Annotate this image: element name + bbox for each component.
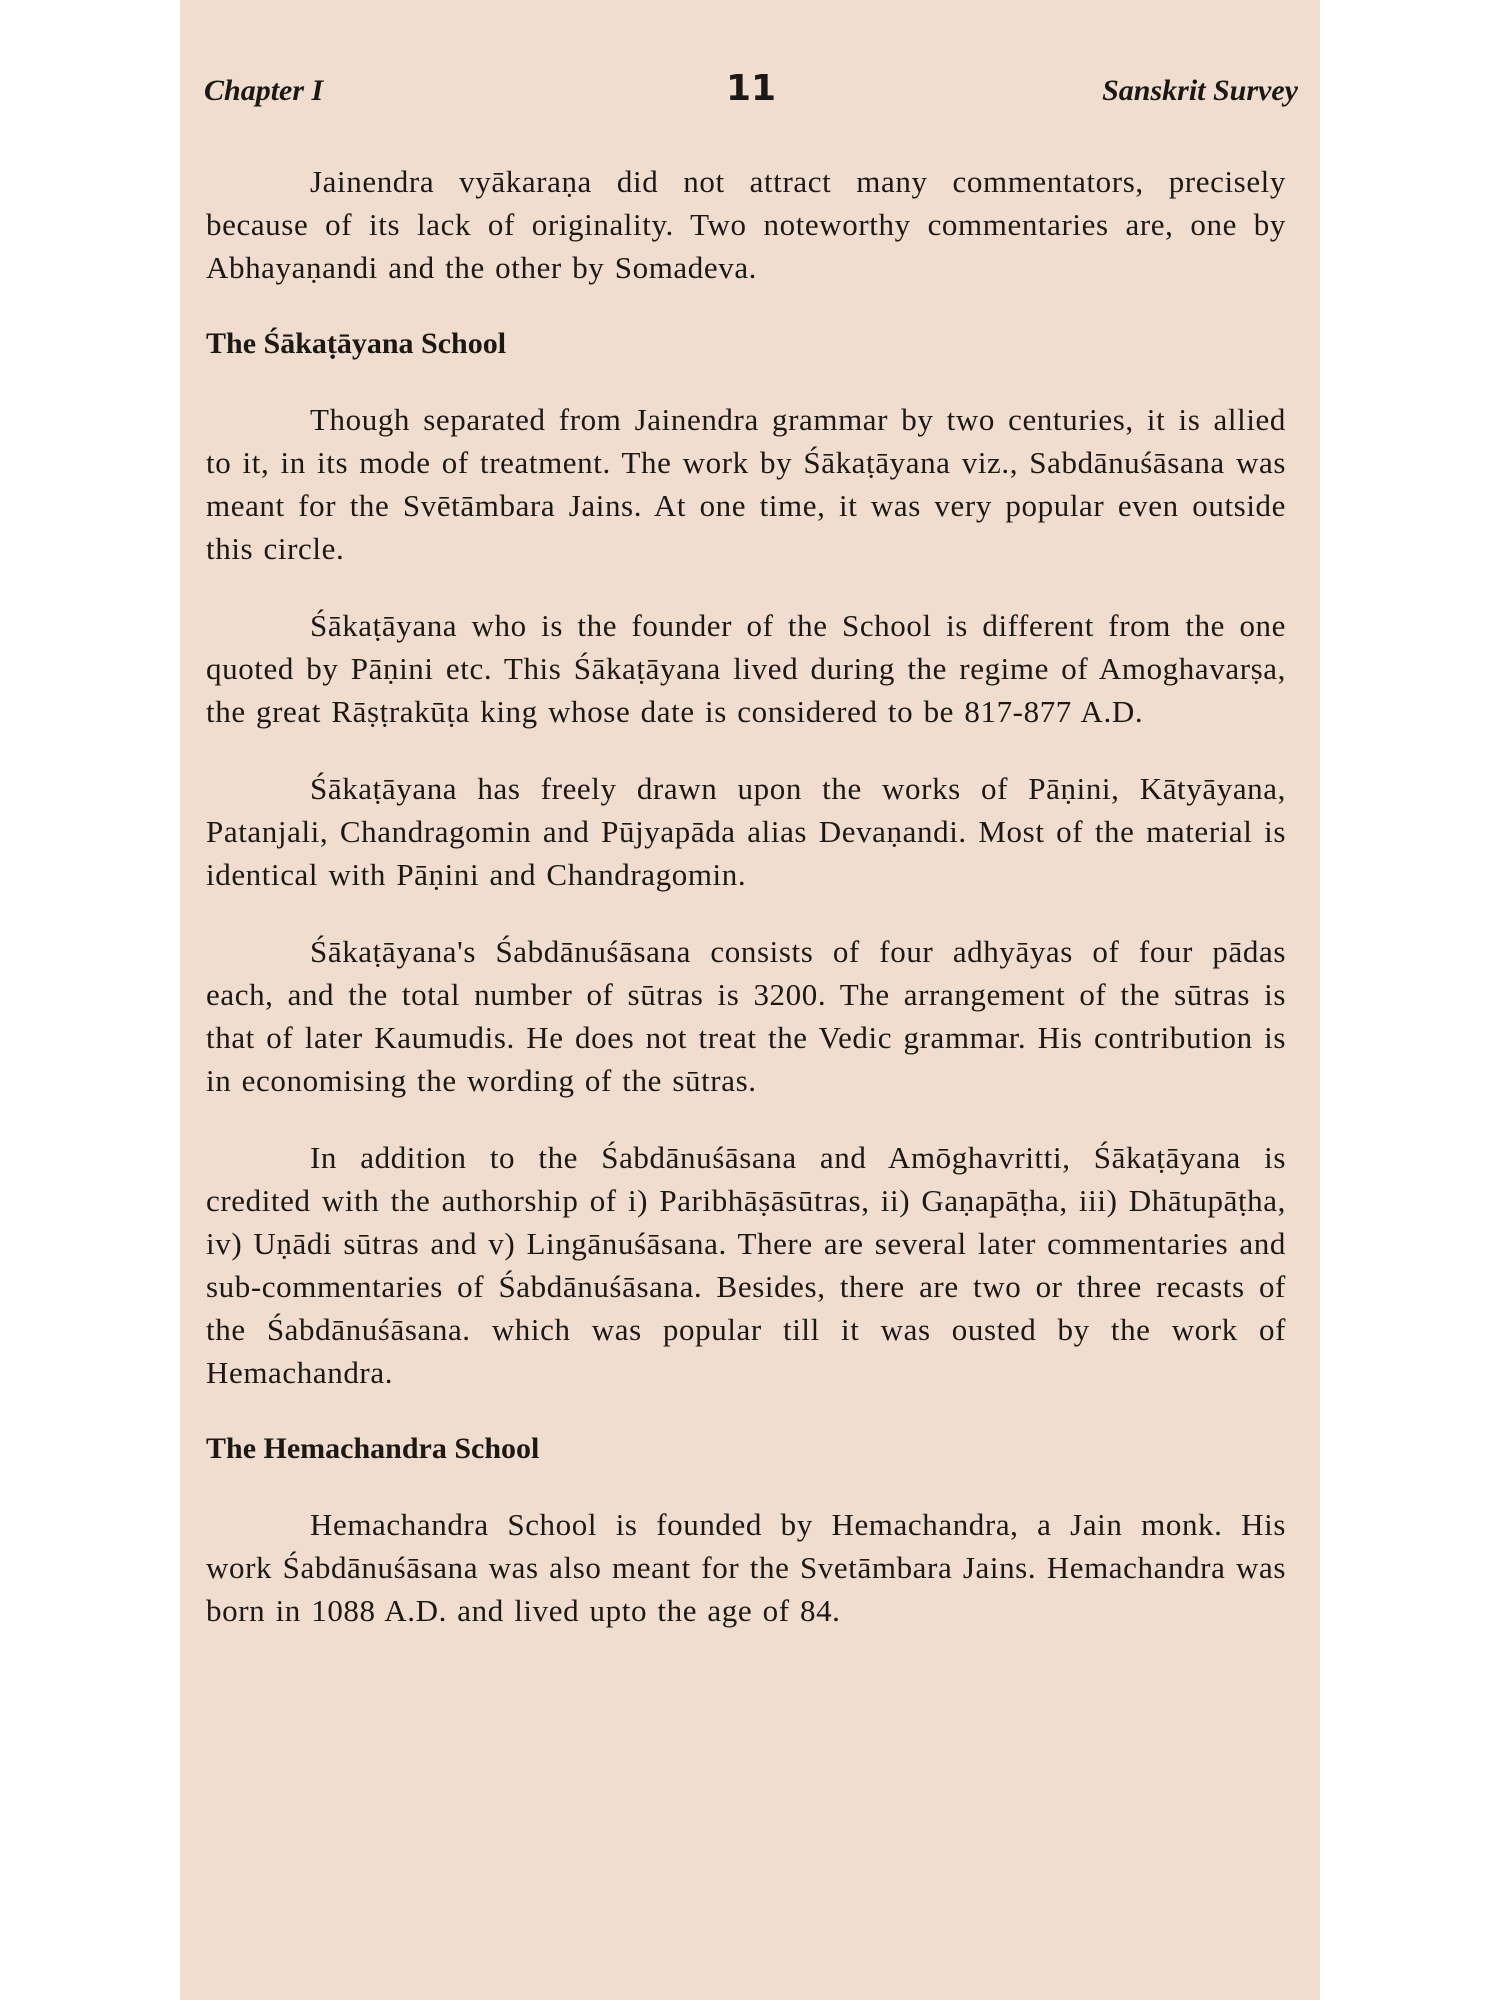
paragraph-hemachandra: Hemachandra School is founded by Hemachandra, a Jain monk. His work Śabdānuśāsana was also meant for the Svetāmbara Jains. Hemachandra was born in 1088 A.D. and lived upto the age of 84.: [206, 1507, 1286, 1628]
paragraph-sakatayana-sources: Śākaṭāyana has freely drawn upon the works of Pāṇini, Kātyāyana, Patanjali, Chandragomin and Pūjyapāda alias Devaṇandi. Most of the material is identical with Pāṇini and Chandragomin.: [206, 771, 1286, 892]
book-title: Sanskrit Survey: [1102, 74, 1298, 107]
paragraph-jainendra: Jainendra vyākaraṇa did not attract many commentators, precisely because of its lack of originality. Two noteworthy commentaries are, one by Abhayaṇandi and the other by Somadeva.: [206, 164, 1286, 285]
page-number: 11: [725, 68, 777, 109]
heading-sakatayana-school: The Śākaṭāyana School: [206, 327, 507, 360]
page-header: [204, 68, 1298, 118]
paragraph-sakatayana-works: In addition to the Śabdānuśāsana and Amōghavritti, Śākaṭāyana is credited with the authorship of i) Paribhāṣāsūtras, ii) Gaṇapāṭha, iii) Dhātupāṭha, iv) Uṇādi sūtras and v) Lingānuśāsana. There are several later commentaries and sub-commentaries of Śabdānuśāsana. Besides, there are two or three recasts of the Śabdānuśāsana. which was popular till it was ousted by the work of Hemachandra.: [206, 1140, 1286, 1390]
paragraph-sakatayana-intro: Though separated from Jainendra grammar by two centuries, it is allied to it, in its mode of treatment. The work by Śākaṭāyana viz., Sabdānuśāsana was meant for the Svētāmbara Jains. At one time, it was very popular even outside this circle.: [206, 402, 1286, 566]
book-page: [180, 0, 1320, 2000]
paragraph-sakatayana-founder: Śākaṭāyana who is the founder of the School is different from the one quoted by Pāṇini etc. This Śākaṭāyana lived during the regime of Amoghavarṣa, the great Rāṣṭrakūṭa king whose date is considered to be 817-877 A.D.: [206, 608, 1286, 729]
heading-hemachandra-school: The Hemachandra School: [206, 1432, 540, 1465]
chapter-label: Chapter I: [204, 74, 324, 107]
page-body: [206, 160, 1286, 1632]
paragraph-sabdanusasana: Śākaṭāyana's Śabdānuśāsana consists of four adhyāyas of four pādas each, and the total number of sūtras is 3200. The arrangement of the sūtras is that of later Kaumudis. He does not treat the Vedic grammar. His contribution is in economising the wording of the sūtras.: [206, 934, 1286, 1098]
